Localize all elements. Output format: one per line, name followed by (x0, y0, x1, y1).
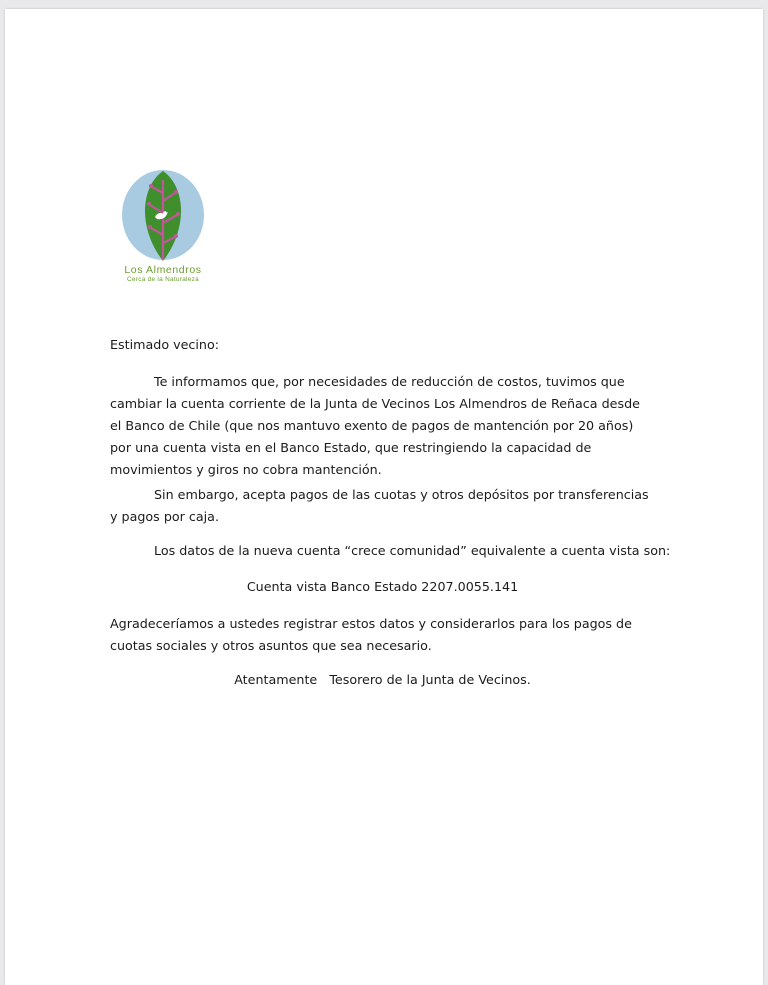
letter-closing-line (110, 669, 655, 691)
document-page (5, 9, 763, 985)
letter-paragraph-4: Agradeceríamos a ustedes registrar estos datos y considerarlos para los pagos de cuotas sociales y otros asuntos que sea necesario. (110, 616, 632, 653)
bank-account-line: Cuenta vista Banco Estado 2207.0055.141 (246, 579, 519, 594)
letter-greeting: Estimado vecino: (110, 337, 220, 352)
logo-tagline: Cerca de la Naturaleza (127, 276, 199, 283)
letter-paragraph-1: Te informamos que, por necesidades de reducción de costos, tuvimos que cambiar la cuenta corriente de la Junta de Vecinos Los Almendros de Reñaca desde el Banco de Chile (que nos mantuvo exento de pagos de mantención por 20 años) por una cuenta vista en el Banco Estado, que restringiendo la capacidad de movimientos y giros no cobra mantención. (110, 374, 640, 477)
organization-logo (108, 167, 218, 285)
logo-name: Los Almendros (124, 264, 202, 276)
letter-paragraph-2: Sin embargo, acepta pagos de las cuotas y otros depósitos por transferencias y pagos por caja. (110, 487, 649, 524)
letter-paragraph-3: Los datos de la nueva cuenta “crece comunidad” equivalente a cuenta vista son: (154, 543, 671, 558)
closing-text: Atentamente (234, 672, 318, 687)
signature-text: Tesorero de la Junta de Vecinos. (329, 672, 531, 687)
leaf-tree-logo-icon (120, 167, 206, 265)
